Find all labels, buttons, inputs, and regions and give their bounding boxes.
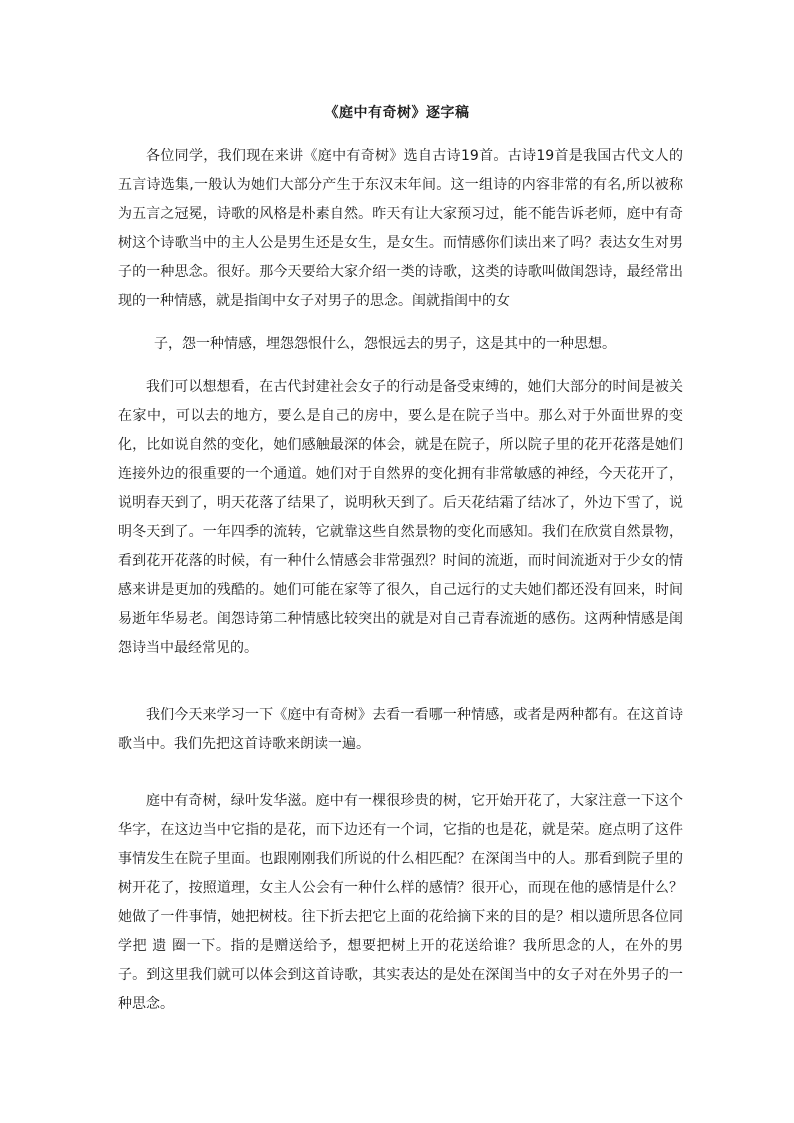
paragraph-1-tail: 子，怨一种情感，埋怨怨恨什么，怨恨远去的男子，这是其中的一种思想。 [154, 336, 616, 352]
paragraph-1 [118, 142, 683, 316]
paragraph-1-body: 各位同学，我们现在来讲《庭中有奇树》选自古诗19首。古诗19首是我国古代文人的五言诗选集,一般认为她们大部分产生于东汉末年间。这一组诗的内容非常的有名,所以被称为五言之冠冕，诗歌的风格是朴素自然。昨天有让大家预习过，能不能告诉老师，庭中有奇树这个诗歌当中的主人公是男生还是女生，是女生。而情感你们读出来了吗？表达女生对男子的一种思念。很好。那今天要给大家介绍一类的诗歌，这类的诗歌叫做闺怨诗，最经常出现的一种情感，就是指闺中女子对男子的思念。闺就指闺中的女 [118, 148, 683, 309]
paragraph-2: 我们可以想想看，在古代封建社会女子的行动是备受束缚的，她们大部分的时间是被关在家中，可以去的地方，要么是自己的房中，要么是在院子当中。那么对于外面世界的变化，比如说自然的变化，她们感触最深的体会，就是在院子，所以院子里的花开花落是她们连接外边的很重要的一个通道。她们对于自然界的变化拥有非常敏感的神经，今天花开了，说明春天到了，明天花落了结果了，说明秋天到了。后天花结霜了结冰了，外边下雪了，说明冬天到了。一年四季的流转，它就靠这些自然景物的变化而感知。我们在欣赏自然景物，看到花开花落的时候，有一种什么情感会非常强烈？时间的流逝，而时间流逝对于少女的情感来讲是更加的残酷的。她们可能在家等了很久，自己远行的丈夫她们都还没有回来，时间易逝年华易老。闺怨诗第二种情感比较突出的就是对自己青春流逝的感伤。这两种情感是闺怨诗当中最经常见的。 [118, 379, 683, 656]
document-title: 《庭中有奇树》逐字稿 [324, 105, 470, 121]
paragraph-4: 庭中有奇树，绿叶发华滋。庭中有一棵很珍贵的树，它开始开花了，大家注意一下这个华字，在这边当中它指的是花，而下边还有一个词，它指的也是花，就是荣。庭点明了这件事情发生在院子里面。也跟刚刚我们所说的什么相匹配？在深闺当中的人。那看到院子里的树开花了，按照道理，女主人公会有一种什么样的感情？很开心，而现在他的感情是什么？她做了一件事情，她把树枝。往下折去把它上面的花给摘下来的目的是？相以遗所思各位同学把 遗 圈一下。指的是赠送给予，想要把树上开的花送给谁？我所思念的人，在外的男子。到这里我们就可以体会到这首诗歌，其实表达的是处在深闺当中的女子对在外男子的一种思念。 [118, 793, 683, 1012]
paragraph-3: 我们今天来学习一下《庭中有奇树》去看一看哪一种情感，或者是两种都有。在这首诗歌当中。我们先把这首诗歌来朗读一遍。 [118, 707, 683, 752]
